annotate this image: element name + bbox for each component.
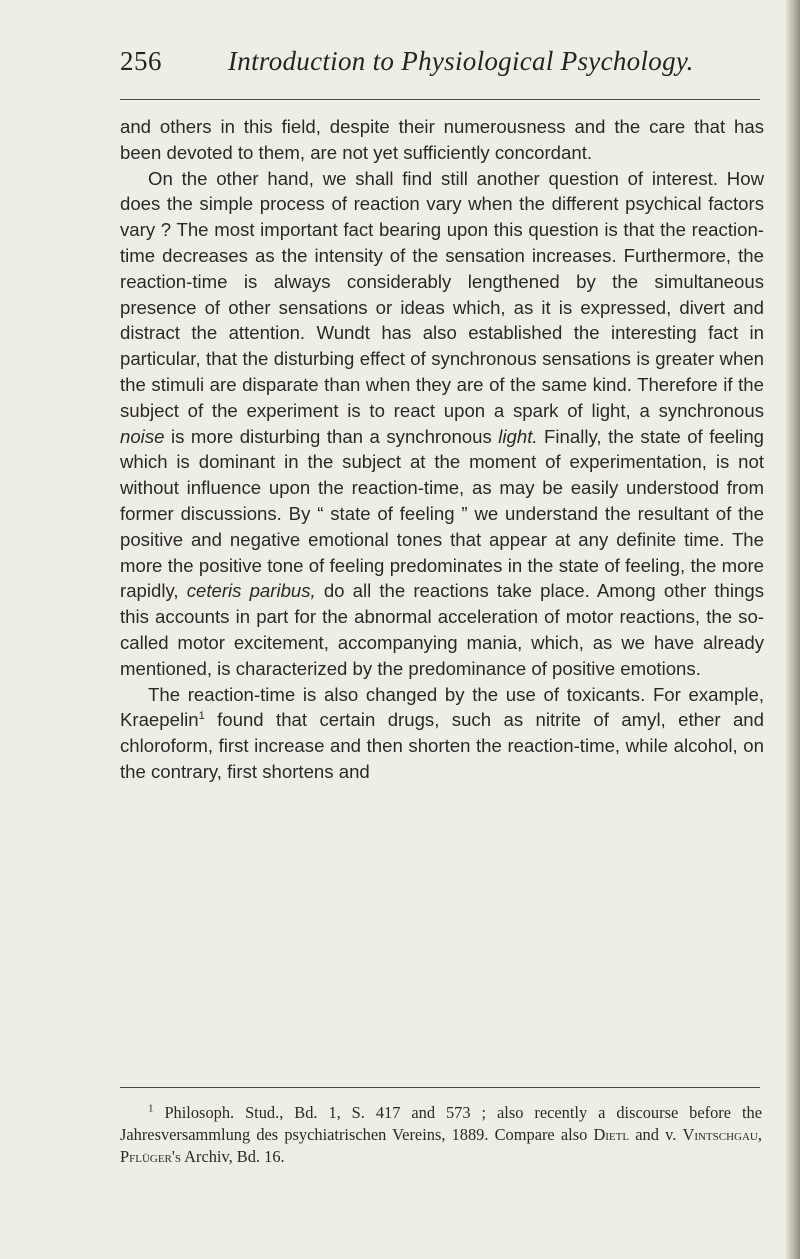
- small-caps-name: Pflüger's: [120, 1147, 181, 1166]
- paragraph: [120, 114, 764, 166]
- text-run: The reaction-time is also changed by the use of toxicants. For example, Kraepelin: [120, 683, 764, 731]
- text-run: and others in this field, despite their numerousness and the care that has been devoted to them, are not yet sufficiently concordant.: [120, 116, 764, 163]
- paragraph: [120, 682, 764, 785]
- footnote-marker: 1: [198, 710, 205, 723]
- italic-text: ceteris paribus,: [186, 580, 316, 602]
- italic-text: light.: [498, 425, 538, 447]
- text-run: Archiv, Bd. 16.: [180, 1147, 285, 1166]
- page-edge-shadow: [786, 0, 800, 1259]
- running-header: [120, 46, 760, 86]
- text-run: is more disturbing than a synchronous: [164, 425, 499, 447]
- text-run: found that certain drugs, such as nitrite of amyl, ether and chloroform, first increase and then shorten the reaction-time, while alcohol, on the contrary, first shortens and: [120, 709, 764, 782]
- text-run: ,: [757, 1125, 762, 1144]
- text-run: On the other hand, we shall find still another question of interest. How does the simple process of reaction vary when the different psychical factors vary ? The most important fact bearing upon this question is that the reaction-time decreases as the intensity of the sensation increases. Furthermore, the reaction-time is always considerably lengthened by the simultaneous presence of other sensations or ideas which, as it is expressed, divert and distract the attention. Wundt has also established the interesting fact in particular, that the disturbing effect of synchronous sensations is greater when the stimuli are disparate than when they are of the same kind. Therefore if the subject of the experiment is to react upon a spark of light, a synchronous: [120, 167, 764, 421]
- footnote: [120, 1102, 762, 1168]
- body-text: [120, 114, 764, 785]
- footnotes: [120, 1102, 762, 1168]
- italic-text: noise: [120, 425, 165, 447]
- text-run: and v.: [629, 1125, 683, 1144]
- small-caps-name: Vintschgau: [682, 1125, 758, 1144]
- footnote-rule: [120, 1087, 760, 1088]
- text-run: Finally, the state of feeling which is dominant in the subject at the moment of experimentation, is not without influence upon the reaction-time, as may be easily understood from former discussions. By “ state of feeling ” we understand the resultant of the positive and negative emotional tones that appear at any definite time. The more the positive tone of feeling predominates in the state of feeling, the more rapidly,: [120, 425, 764, 602]
- header-rule: [120, 99, 760, 100]
- footnote-marker: 1: [148, 1102, 154, 1115]
- running-title: Introduction to Physiological Psychology.: [228, 46, 694, 76]
- text-run: Philosoph. Stud., Bd. 1, S. 417 and 573 ; also recently a discourse before the Jahresversammlung des psychiatrischen Vereins, 1889. Compare also: [120, 1103, 762, 1144]
- small-caps-name: Dietl: [593, 1125, 630, 1144]
- text-run: do all the reactions take place. Among other things this accounts in part for the abnormal acceleration of motor reactions, the so-called motor excitement, accompanying mania, which, as we have already mentioned, is characterized by the predominance of positive emotions.: [120, 580, 764, 679]
- paragraph: [120, 166, 764, 682]
- page-number: 256: [120, 46, 162, 76]
